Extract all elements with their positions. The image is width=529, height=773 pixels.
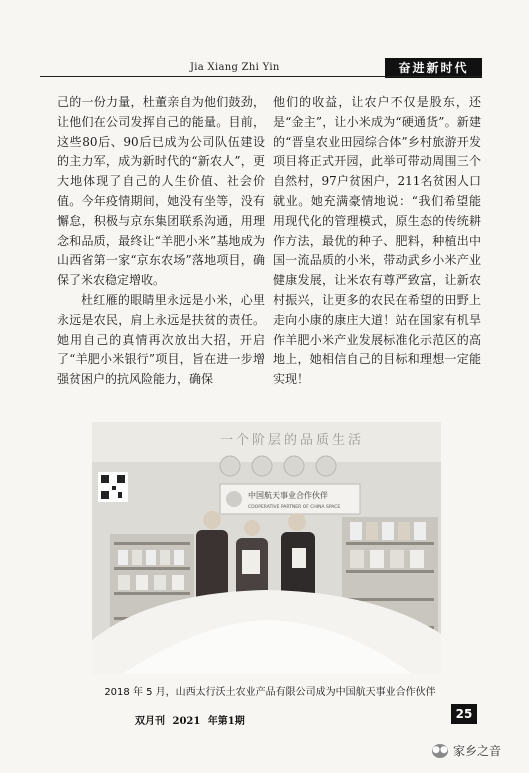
column-logo: 奋进新时代 — [385, 58, 482, 78]
photo-caption: 2018 年 5 月，山西太行沃土农业产品有限公司成为中国航天事业合作伙伴 — [104, 687, 436, 698]
article-paragraph: 他们的收益，让农户不仅是股东，还是“金主”，让小米成为“硬通货”。新建的“晋皇农业田园综合体”乡村旅游开发项目将正式开园，此举可带动周围三个自然村，97户贫困户，211名贫困人口就业。她充满豪情地说：“我们希望能用现代化的管理模式，原生态的传统耕作方法，最优的种子、肥料，种植出中国一流品质的小米，带动武乡小米产业健康发展，让米农有尊严致富，让新农村振兴，让更多的农民在希望的田野上走向小康的康庄大道！站在国家有机旱作羊肥小米产业发展标准化示范区的高地上，她相信自己的目标和理想一定能实现！ — [273, 95, 481, 387]
partner-sign-cn: 中国航天事业合作伙伴 — [248, 491, 328, 500]
article-paragraph: 己的一份力量，杜董亲自为他们鼓劲，让他们在公司发挥自己的能量。目前，这些80后、90后已成为公司队伍建设的主力军，成为新时代的“新农人”，更大地体现了自己的人生价值、社会价值。今年疫情期间，她没有坐等，没有懈怠，积极与京东集团联系沟通，用理念和品质，最终让“羊肥小米”基地成为山西省第一家“京东农场”落地项目，确保了米农稳定增收。 — [57, 95, 265, 288]
article-right-column — [273, 93, 481, 390]
wechat-icon: ●● — [432, 744, 448, 758]
partner-sign-en: COOPERATIVE PARTNER OF CHINA SPACE — [248, 505, 341, 510]
article-left-column — [57, 93, 265, 390]
watermark-text: 家乡之音 — [453, 744, 502, 758]
wall-calligraphy: 一个阶层的品质生活 — [219, 433, 365, 448]
header-divider — [40, 76, 482, 77]
header-pinyin-title: Jia Xiang Zhi Yin — [190, 62, 280, 73]
article-photo — [92, 422, 441, 674]
article-paragraph: 杜红雁的眼睛里永远是小米，心里永远是农民，肩上永远是扶贫的责任。她用自己的真情再次放出大招，开启了“羊肥小米银行”项目，旨在进一步增强贫困户的抗风险能力，确保 — [57, 292, 265, 387]
page-number: 25 — [451, 704, 477, 724]
issue-footer: 双月刊 2021 年第1期 — [135, 716, 245, 727]
wechat-watermark — [432, 742, 501, 759]
